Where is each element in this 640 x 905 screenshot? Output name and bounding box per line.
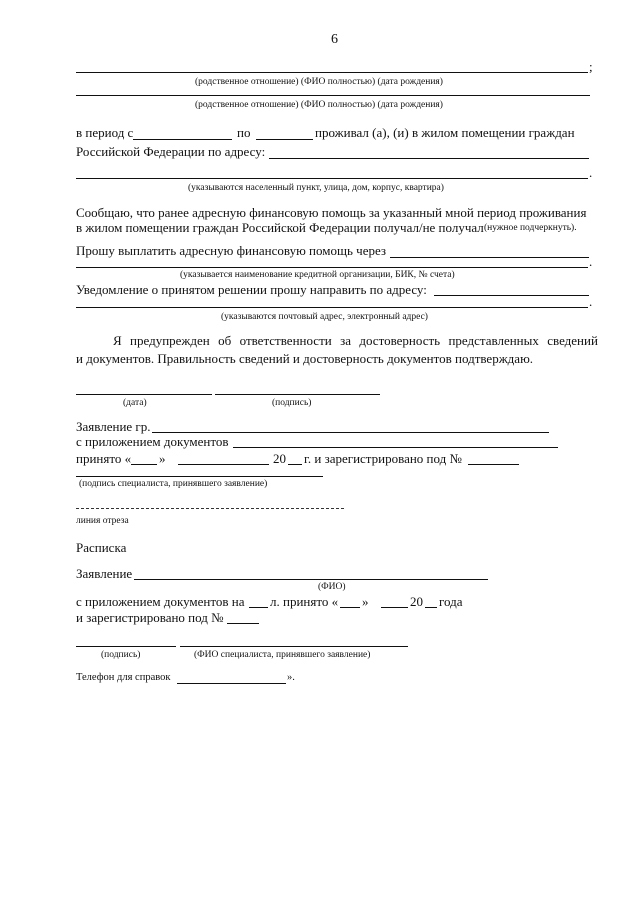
receipt-year-word: года	[439, 594, 463, 609]
date-caption: (дата)	[123, 398, 147, 408]
address-field-1[interactable]	[269, 158, 589, 159]
lived-text: проживал (а), (и) в жилом помещении граждан	[315, 125, 575, 140]
warning-word: достоверность	[359, 333, 441, 348]
phone-field[interactable]	[177, 683, 286, 684]
period-to-label: по	[237, 125, 251, 140]
warning-word: предупрежден	[130, 333, 210, 348]
statement-line-2: в жилом помещении граждан Российской Федерации получал/не получал	[76, 220, 484, 235]
warning-word: Я	[113, 333, 122, 348]
acceptance-accepted-prefix: принято «	[76, 451, 132, 466]
acceptance-quote-close: »	[159, 451, 166, 466]
payment-label: Прошу выплатить адресную финансовую помощь через	[76, 243, 387, 258]
acceptance-day-field[interactable]	[131, 464, 157, 465]
relative-1-caption: (родственное отношение) (ФИО полностью) (дата рождения)	[195, 77, 443, 87]
acceptance-registered-text: г. и зарегистрировано под №	[304, 451, 462, 466]
receipt-application-label: Заявление	[76, 566, 133, 581]
period-to-field[interactable]	[256, 139, 313, 140]
receipt-specialist-fio-field[interactable]	[180, 646, 408, 647]
acceptance-applicant-field[interactable]	[152, 432, 549, 433]
phone-end-mark: ».	[287, 672, 295, 683]
notification-end-mark: .	[589, 294, 593, 309]
receipt-year-20: 20	[410, 594, 423, 609]
receipt-day-field[interactable]	[340, 607, 360, 608]
warning-word: сведений	[547, 333, 598, 348]
address-end-mark: .	[589, 165, 593, 180]
receipt-sheets-field[interactable]	[249, 607, 268, 608]
warning-word: за	[340, 333, 351, 348]
relative-1-end-mark: ;	[589, 59, 593, 74]
address-caption: (указываются населенный пункт, улица, дом, корпус, квартира)	[188, 183, 444, 193]
notification-caption: (указываются почтовый адрес, электронный адрес)	[221, 312, 428, 322]
receipt-sheets-text: л. принято «	[270, 594, 339, 609]
receipt-year-field[interactable]	[425, 607, 437, 608]
cut-line	[76, 508, 344, 509]
receipt-specialist-fio-caption: (ФИО специалиста, принявшего заявление)	[194, 650, 371, 660]
acceptance-month-field[interactable]	[178, 464, 269, 465]
relative-2-caption: (родственное отношение) (ФИО полностью) (дата рождения)	[195, 100, 443, 110]
cut-line-label: линия отреза	[76, 516, 129, 526]
statement-note: (нужное подчеркнуть).	[484, 223, 577, 233]
page-number: 6	[331, 32, 338, 47]
receipt-fio-caption: (ФИО)	[318, 582, 346, 592]
acceptance-specialist-caption: (подпись специалиста, принявшего заявление)	[79, 479, 268, 489]
receipt-month-field[interactable]	[381, 607, 408, 608]
receipt-fio-field[interactable]	[134, 579, 488, 580]
address-label: Российской Федерации по адресу:	[76, 144, 266, 159]
phone-label: Телефон для справок	[76, 672, 171, 683]
payment-caption: (указывается наименование кредитной организации, БИК, № счета)	[180, 270, 455, 280]
receipt-registered-label: и зарегистрировано под №	[76, 610, 224, 625]
relative-1-field[interactable]	[76, 72, 588, 73]
receipt-signature-caption: (подпись)	[101, 650, 141, 660]
notification-field-2[interactable]	[76, 307, 588, 308]
warning-word: об	[218, 333, 232, 348]
receipt-title: Расписка	[76, 540, 127, 555]
acceptance-number-field[interactable]	[468, 464, 519, 465]
date-field[interactable]	[76, 394, 212, 395]
acceptance-application-label: Заявление гр.	[76, 419, 151, 434]
period-from-label: в период с	[76, 125, 134, 140]
statement-line-1: Сообщаю, что ранее адресную финансовую помощь за указанный мной период проживания	[76, 205, 587, 220]
acceptance-specialist-field[interactable]	[76, 476, 323, 477]
receipt-number-field[interactable]	[227, 623, 259, 624]
acceptance-attachments-label: с приложением документов	[76, 434, 229, 449]
payment-end-mark: .	[589, 254, 593, 269]
signature-caption: (подпись)	[272, 398, 312, 408]
payment-field-2[interactable]	[76, 267, 588, 268]
acceptance-year-field[interactable]	[288, 464, 302, 465]
receipt-signature-field[interactable]	[76, 646, 176, 647]
acceptance-attachments-field[interactable]	[233, 447, 558, 448]
signature-field[interactable]	[215, 394, 380, 395]
warning-line-1	[76, 333, 598, 349]
warning-word: представленных	[448, 333, 539, 348]
warning-word: ответственности	[239, 333, 332, 348]
relative-2-field[interactable]	[76, 95, 590, 96]
payment-field-1[interactable]	[390, 257, 589, 258]
receipt-quote-close: »	[362, 594, 369, 609]
period-from-field[interactable]	[133, 139, 232, 140]
warning-line-2: и документов. Правильность сведений и достоверность документов подтверждаю.	[76, 351, 534, 366]
notification-label: Уведомление о принятом решении прошу направить по адресу:	[76, 282, 427, 297]
address-field-2[interactable]	[76, 178, 588, 179]
receipt-attachments-prefix: с приложением документов на	[76, 594, 245, 609]
acceptance-year-20: 20	[273, 451, 286, 466]
notification-field-1[interactable]	[434, 295, 589, 296]
